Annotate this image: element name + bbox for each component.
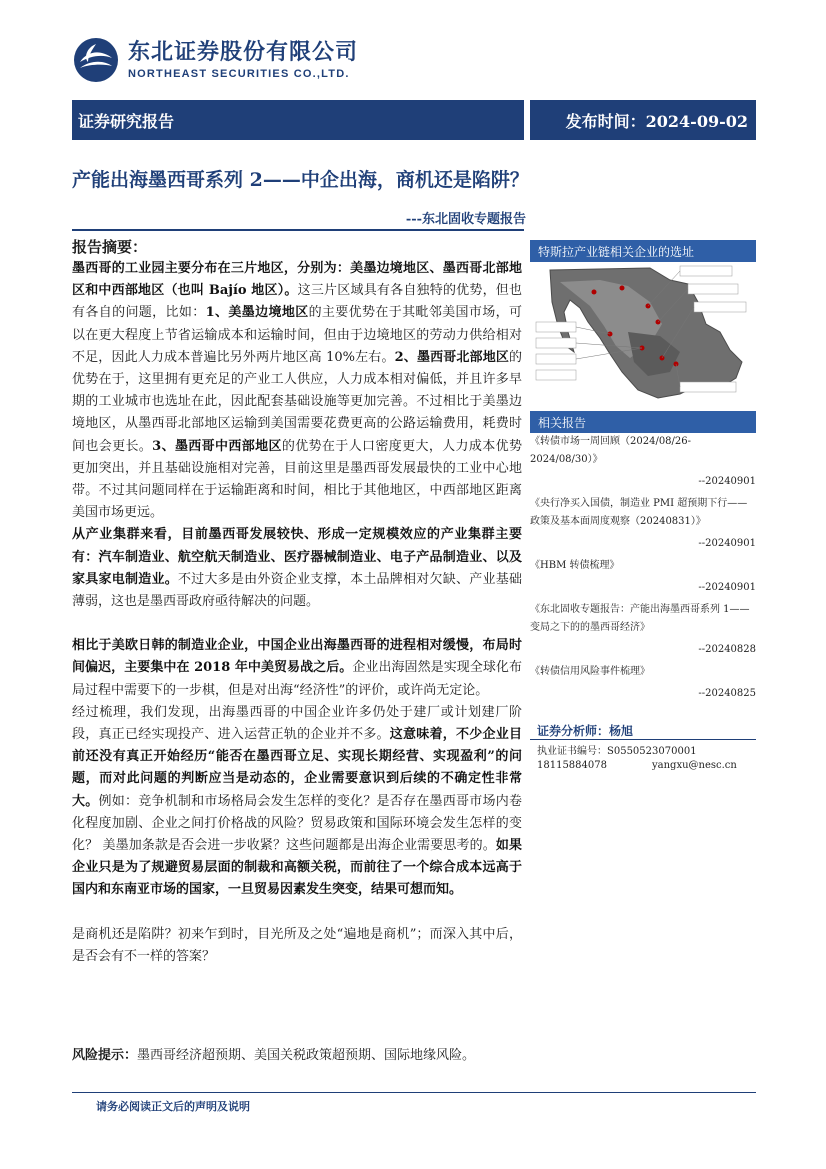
summary-paragraph — [72, 524, 522, 613]
summary-paragraph — [72, 924, 522, 968]
summary-bold-run: 3、墨西哥中西部地区 — [152, 438, 282, 454]
publish-date-banner — [530, 100, 756, 140]
related-report-title[interactable]: 《央行净买入国债，制造业 PMI 超预期下行——政策及基本面周度观察（20240831）》 — [530, 498, 748, 527]
summary-text-run: 的主要优势在于其毗邻美国市场，可以在更大程度上节省运输成本和运输时间，但由于边境地区的劳动力供给相对不足，因此人力成本普遍比另外两片地区高 10%左右。 — [72, 305, 522, 365]
title-divider — [72, 229, 524, 231]
analyst-name: 证券分析师：杨旭 — [537, 724, 634, 738]
related-report-title[interactable]: 《转债信用风险事件梳理》 — [530, 666, 650, 677]
summary-text-run: 的优势在于，这里拥有更充足的产业工人供应，人力成本相对偏低，并且许多早期的工业城市也选址在此，因此配套基础设施等更加完善。不过相比于美墨边境地区，从墨西哥北部地区运输到美国需要花费更高的公路运输费用，耗费时间也会更长。 — [72, 349, 523, 454]
mexico-map-graphic — [530, 262, 756, 408]
related-report-title[interactable]: 《东北固收专题报告：产能出海墨西哥系列 1——变局之下的的墨西哥经济》 — [530, 604, 750, 633]
summary-text-run: 是商机还是陷阱？初来乍到时，目光所及之处“遍地是商机”；而深入其中后，是否会有不一样的答案？ — [72, 926, 522, 964]
related-reports-list — [530, 433, 756, 707]
company-name-en: NORTHEAST SECURITIES CO.,LTD. — [128, 68, 350, 80]
risk-notice — [72, 1046, 524, 1066]
risk-text: 墨西哥经济超预期、美国关税政策超预期、国际地缘风险。 — [137, 1048, 476, 1063]
summary-text-run: 企业出海固然是实现全球化布局过程中需要下的一步棋，但是对出海“经济性”的评价，或许尚无定论。 — [72, 660, 522, 698]
summary-text-run: 经过梳理，我们发现，出海墨西哥的中国企业许多仍处于建厂或计划建厂阶段，真正已经实现投产、进入运营正轨的企业并不多。 — [72, 704, 522, 743]
summary-paragraph — [72, 635, 522, 702]
summary-text-run: 例如：竞争机制和市场格局会发生怎样的变化？是否存在墨西哥市场内卷化程度加剧、企业之间打价格战的风险？贸易政策和国际环境会发生怎样的变化？ 美墨加条款是否会进一步收紧？这些问题都是出海企业需要思考的。 — [72, 793, 522, 854]
summary-bold-run: 墨西哥的工业园主要分布在三片地区，分别为：美墨边境地区、墨西哥北部地区和中西部地区（也叫 Bajío 地区）。 — [72, 261, 522, 299]
company-logo — [72, 36, 358, 84]
analyst-phone: 18115884078 — [537, 760, 607, 771]
related-report-item[interactable] — [530, 557, 756, 597]
related-reports-header — [530, 411, 756, 433]
risk-label: 风险提示： — [72, 1048, 138, 1063]
report-type-banner — [72, 100, 524, 140]
summary-bold-run: 2、墨西哥北部地区 — [394, 349, 509, 365]
summary-text-run: 这三片区域具有各自独特的优势，但也有各自的问题，比如： — [72, 283, 522, 321]
map-section-title: 特斯拉产业链相关企业的选址 — [538, 244, 695, 259]
report-title: 产能出海墨西哥系列 2——中企出海，商机还是陷阱？ — [72, 169, 529, 191]
related-report-item[interactable] — [530, 663, 756, 703]
related-report-date: --20240901 — [698, 538, 756, 549]
summary-bold-run: 从产业集群来看，目前墨西哥发展较快、形成一定规模效应的产业集群主要有：汽车制造业、航空航天制造业、医疗器械制造业、电子产品制造业、以及家具家电制造业。 — [72, 527, 522, 587]
footer-disclaimer: 请务必阅读正文后的声明及说明 — [96, 1100, 250, 1113]
summary-bold-run: 这意味着，不少企业目前还没有真正开始经历“能否在墨西哥立足、实现长期经营、实现盈利”的问题，而对此问题的判断应当是动态的，企业需要意识到后续的不确定性非常大。 — [72, 727, 522, 809]
related-report-date: --20240828 — [698, 644, 756, 655]
analyst-divider — [530, 739, 756, 740]
report-subtitle: ---东北固收专题报告 — [405, 212, 526, 227]
related-report-date: --20240901 — [698, 582, 756, 593]
summary-text-run: 的优势在于人口密度更大，人力成本优势更加突出，并且基础设施相对完善，目前这里是墨西哥发展最快的工业中心地带。不过其问题同样在于运输距离和时间，相比于其他地区，中西部地区距离美国市场更远。 — [72, 438, 522, 521]
related-report-date: --20240901 — [698, 476, 756, 487]
company-logo-icon — [72, 36, 120, 84]
related-report-title[interactable]: 《HBM 转债梳理》 — [530, 560, 620, 571]
mexico-map-figure — [530, 262, 756, 408]
summary-bold-run: 相比于美欧日韩的制造业企业，中国企业出海墨西哥的进程相对缓慢，布局时间偏迟，主要集中在 2018 年中美贸易战之后。 — [72, 638, 522, 676]
related-report-title[interactable]: 《转债市场一周回顾（2024/08/26-2024/08/30）》 — [530, 436, 692, 465]
related-report-date: --20240825 — [698, 688, 756, 699]
summary-bold-run: 如果企业只是为了规避贸易层面的制裁和高额关税，而前往了一个综合成本远高于国内和东南亚市场的国家，一旦贸易因素发生突变，结果可想而知。 — [72, 838, 522, 898]
analyst-certificate: 执业证书编号：S0550523070001 — [537, 746, 697, 757]
company-name-cn: 东北证券股份有限公司 — [128, 40, 359, 65]
summary-bold-run: 1、美墨边境地区 — [205, 305, 309, 321]
related-reports-title: 相关报告 — [538, 415, 587, 430]
summary-paragraph — [72, 258, 522, 524]
related-report-item[interactable] — [530, 433, 756, 491]
analyst-email[interactable]: yangxu@nesc.cn — [652, 760, 737, 771]
related-report-item[interactable] — [530, 495, 756, 553]
map-section-header — [530, 240, 756, 262]
related-report-item[interactable] — [530, 601, 756, 659]
summary-heading: 报告摘要： — [72, 238, 148, 256]
summary-text-run: 不过大多是由外资企业支撑，本土品牌相对欠缺、产业基础薄弱，这也是墨西哥政府亟待解决的问题。 — [72, 571, 522, 610]
footer-divider — [72, 1092, 756, 1093]
publish-date-label: 发布时间：2024-09-02 — [565, 111, 748, 131]
summary-body — [72, 258, 522, 968]
report-type-label: 证券研究报告 — [78, 111, 175, 131]
summary-paragraph — [72, 702, 522, 902]
